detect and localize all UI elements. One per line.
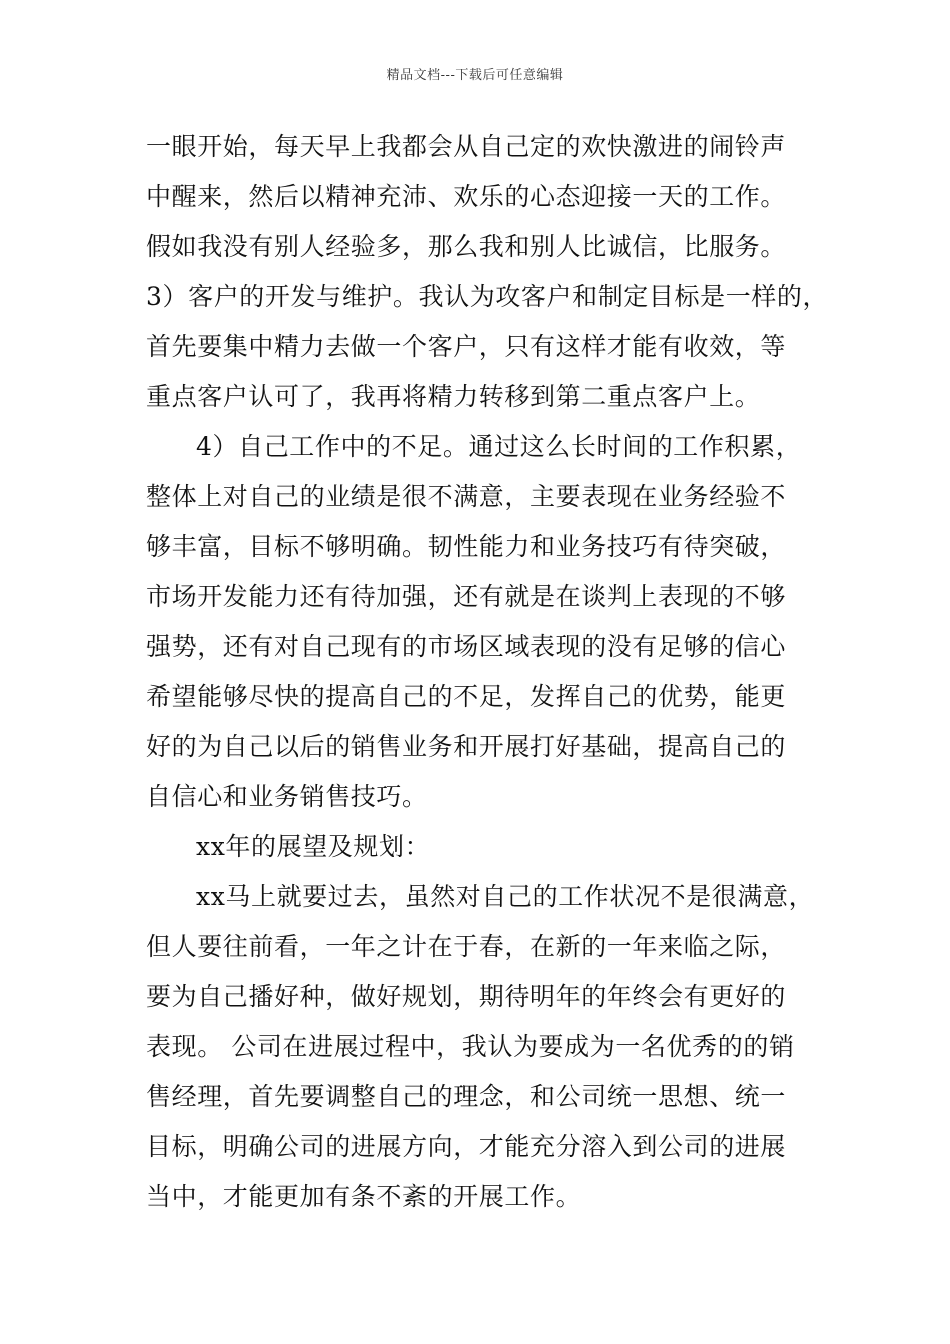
paragraph-line: 但人要往前看，一年之计在于春，在新的一年来临之际， (146, 932, 787, 961)
paragraph-line: 假如我没有别人经验多，那么我和别人比诚信，比服务。 (146, 232, 787, 261)
paragraph-line: 好的为自己以后的销售业务和开展打好基础，提高自己的 (146, 732, 787, 761)
paragraph-line: 一眼开始，每天早上我都会从自己定的欢快激进的闹铃声 (146, 132, 787, 161)
paragraph-line: 目标，明确公司的进展方向，才能充分溶入到公司的进展 (146, 1132, 787, 1161)
paragraph-line: 够丰富，目标不够明确。韧性能力和业务技巧有待突破， (146, 532, 787, 561)
paragraph-line: 强势，还有对自己现有的市场区域表现的没有足够的信心 (146, 632, 787, 661)
paragraph-line: 售经理，首先要调整自己的理念，和公司统一思想、统一 (146, 1082, 787, 1111)
section-heading: xx年的展望及规划： (196, 832, 431, 861)
document-body (146, 122, 836, 1222)
paragraph-line: 市场开发能力还有待加强，还有就是在谈判上表现的不够 (146, 582, 787, 611)
paragraph-line: 中醒来，然后以精神充沛、欢乐的心态迎接一天的工作。 (146, 182, 787, 211)
paragraph-line: 表现。 公司在进展过程中，我认为要成为一名优秀的的销 (146, 1032, 795, 1061)
paragraph-line: xx马上就要过去，虽然对自己的工作状况不是很满意， (196, 882, 815, 911)
paragraph-line: 希望能够尽快的提高自己的不足，发挥自己的优势，能更 (146, 682, 787, 711)
paragraph-line: 3）客户的开发与维护。我认为攻客户和制定目标是一样的， (146, 282, 829, 311)
paragraph-line: 整体上对自己的业绩是很不满意，主要表现在业务经验不 (146, 482, 787, 511)
paragraph-line: 自信心和业务销售技巧。 (146, 782, 428, 811)
paragraph-line: 首先要集中精力去做一个客户，只有这样才能有收效，等 (146, 332, 787, 361)
page-header: 精品文档---下载后可任意编辑 (386, 68, 564, 83)
paragraph-line: 要为自己播好种，做好规划，期待明年的年终会有更好的 (146, 982, 787, 1011)
paragraph-line: 4）自己工作中的不足。通过这么长时间的工作积累， (196, 432, 802, 461)
paragraph-line: 当中，才能更加有条不紊的开展工作。 (146, 1182, 582, 1211)
paragraph-line: 重点客户认可了，我再将精力转移到第二重点客户上。 (146, 382, 761, 411)
